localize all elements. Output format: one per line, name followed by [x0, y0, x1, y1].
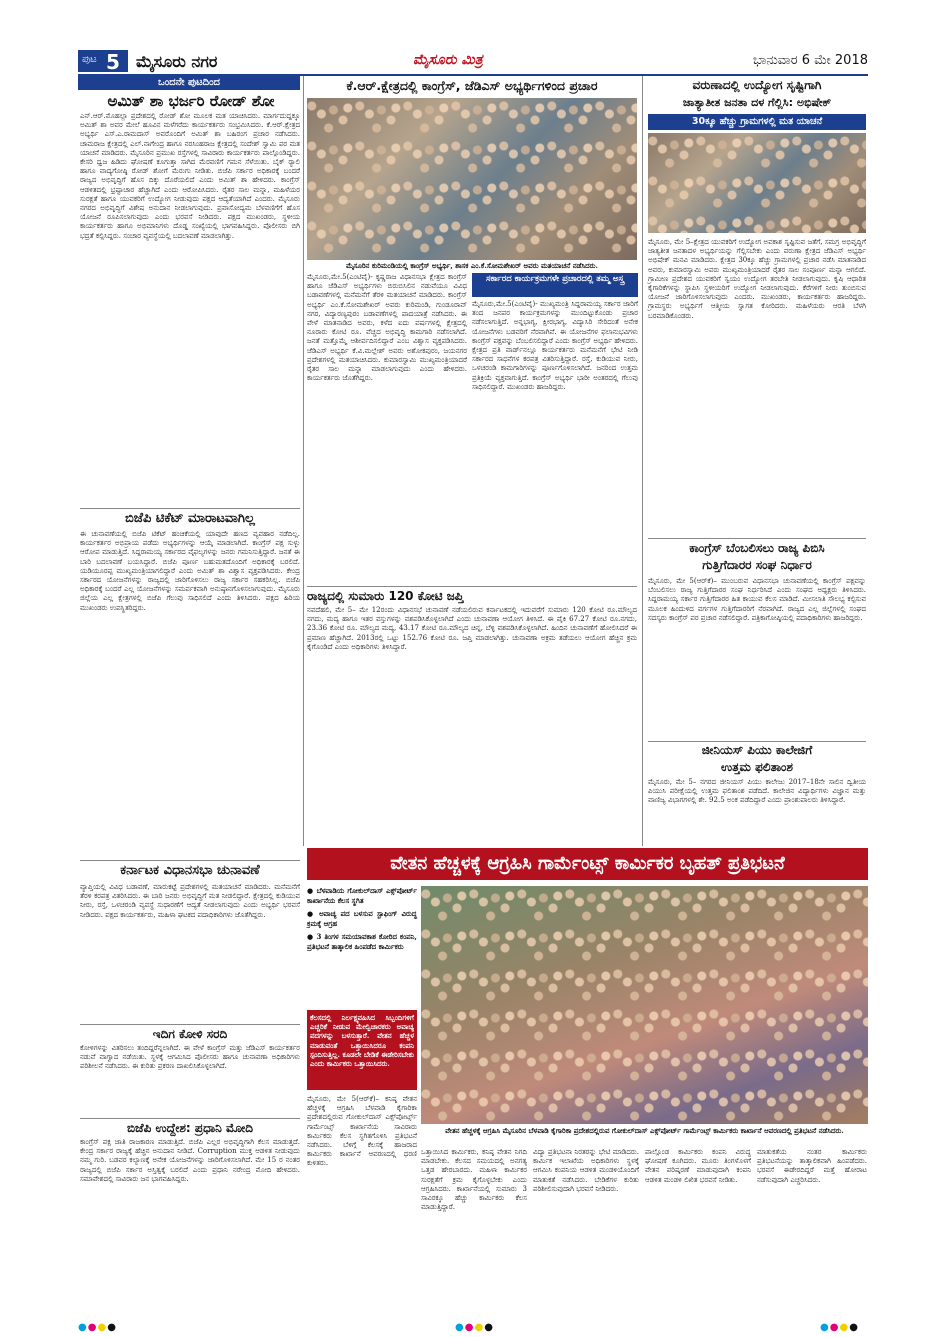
story-body: ಮೈಸೂರು, ಮೇ 5– ನಗರದ ಜೀನಿಯಸ್ ಪಿಯು ಕಾಲೇಜು 2017–18ನೇ ಸಾಲಿನ ದ್ವಿತೀಯ ಪಿಯುಸಿ ಪರೀಕ್ಷೆಯಲ್ಲಿ ಉತ್ತಮ ಫಲಿತಾಂಶ ಪಡೆದಿದೆ. ಕಾಲೇಜಿನ ವಿದ್ಯಾರ್ಥಿಗಳು ವಿಜ್ಞಾನ ಮತ್ತು ವಾಣಿಜ್ಯ ವಿಭಾಗಗಳಲ್ಲಿ ಶೇ. 92.5 ಅಂಕ ಪಡೆದಿದ್ದಾರೆ ಎಂದು ಪ್ರಾಂಶುಪಾಲರು ತಿಳಿಸಿದ್ದಾರೆ.: [648, 778, 866, 805]
story-heading: ಉತ್ತಮ ಫಲಿತಾಂಶ: [721, 760, 793, 774]
divider: [80, 860, 300, 861]
story-heading: ಬಿಜೆಪಿ ಟಿಕೆಟ್ ಮಾರಾಟವಾಗಿಲ್ಲ: [125, 511, 255, 526]
story-heading: ಕಾಂಗ್ರೆಸ್ ಬೆಂಬಲಿಸಲು ರಾಜ್ಯ ಪಿಬಿಸಿ: [689, 541, 825, 555]
photo-caption: ಮೈಸೂರಿನ ಕುರಿಮಂಡಿಯಲ್ಲಿ ಕಾಂಗ್ರೆಸ್ ಅಭ್ಯರ್ಥಿ, ಶಾಸಕ ಎಂ.ಕೆ.ಸೋಮಶೇಖರ್ ಅವರು ಮತಯಾಚನೆ ನಡೆಸಿದರು.: [346, 261, 598, 270]
red-callout: ಕೆಲಸದಲ್ಲಿ ನಿರ್ಲಕ್ಷ್ಯವಹಿಸಿದ ಸಿಬ್ಬಂದಿಗಳಿಗೆ ಎಚ್ಚರಿಕೆ ನೀಡುವ ಮೇಲ್ವಿಚಾರಕರು ಅವಾಚ್ಯ ಪದಗಳನ್ನು ಬಳಸುತ್ತಾರೆ. ವೇತನ ಹೆಚ್ಚಳ ಮಾಡುವಂತೆ ಒತ್ತಾಯಿಸಿದರೂ ಕಂಪನಿ ಸ್ಪಂದಿಸುತ್ತಿಲ್ಲ. ಕೂಡಲೇ ಬೇಡಿಕೆ ಈಡೇರಿಸಬೇಕು ಎಂದು ಕಾರ್ಮಿಕರು ಒತ್ತಾಯಿಸಿದರು.: [307, 1010, 417, 1090]
bullet-item: ● 3 ತಿಂಗಳ ಸಮಯಾವಕಾಶ ಕೋರಿದ ಕಂಪನಿ, ಪ್ರತಿಭಟನೆ ತಾತ್ಕಾಲಿಕ ಹಿಂಪಡೆದ ಕಾರ್ಮಿಕರು: [307, 932, 417, 951]
story-body: ಮೈಸೂರು, ಮೇ 5(ಆರ್‌ಕೆ)– ಮುಂಬರುವ ವಿಧಾನಸಭಾ ಚುನಾವಣೆಯಲ್ಲಿ ಕಾಂಗ್ರೆಸ್ ಪಕ್ಷವನ್ನು ಬೆಂಬಲಿಸಲು ರಾಜ್ಯ ಗುತ್ತಿಗೆದಾರರ ಸಂಘ ನಿರ್ಧರಿಸಿದೆ ಎಂದು ಸಂಘದ ಅಧ್ಯಕ್ಷರು ತಿಳಿಸಿದರು. ಸಿದ್ದರಾಮಯ್ಯ ಸರ್ಕಾರ ಗುತ್ತಿಗೆದಾರರ ಹಿತ ಕಾಯುವ ಕೆಲಸ ಮಾಡಿದೆ. ಮೀಸಲಾತಿ ಸೌಲಭ್ಯ ಕಲ್ಪಿಸುವ ಮೂಲಕ ಹಿಂದುಳಿದ ವರ್ಗಗಳ ಗುತ್ತಿಗೆದಾರರಿಗೆ ನೆರವಾಗಿದೆ. ರಾಜ್ಯದ ಎಲ್ಲ ಜಿಲ್ಲೆಗಳಲ್ಲಿ ಸಂಘದ ಸದಸ್ಯರು ಕಾಂಗ್ರೆಸ್ ಪರ ಪ್ರಚಾರ ನಡೆಸಲಿದ್ದಾರೆ. ಪತ್ರಿಕಾಗೋಷ್ಠಿಯಲ್ಲಿ ಪದಾಧಿಕಾರಿಗಳು ಹಾಜರಿದ್ದರು.: [648, 577, 866, 622]
story-body: ಮೈಸೂರು,ಮೇ.5(ಎಂಟಿವೈ)- ಕೃಷ್ಣರಾಜ ವಿಧಾನಸಭಾ ಕ್ಷೇತ್ರದ ಕಾಂಗ್ರೆಸ್ ಹಾಗೂ ಜೆಡಿಎಸ್ ಅಭ್ಯರ್ಥಿಗಳು ಬಿರುಬಿಸಿಲಿನ ನಡುವೆಯೂ ವಿವಿಧ ಬಡಾವಣೆಗಳಲ್ಲಿ ಮನೆಮನೆಗೆ ತೆರಳಿ ಮತಯಾಚನೆ ಮಾಡಿದರು. ಕಾಂಗ್ರೆಸ್ ಅಭ್ಯರ್ಥಿ ಎಂ.ಕೆ.ಸೋಮಶೇಖರ್ ಅವರು ಕುರಿಮಂಡಿ, ಗುಂಡೂರಾವ್ ನಗರ, ವಿದ್ಯಾರಣ್ಯಪುರಂ ಬಡಾವಣೆಗಳಲ್ಲಿ ಪಾದಯಾತ್ರೆ ನಡೆಸಿದರು. ಈ ವೇಳೆ ಮಾತನಾಡಿದ ಅವರು, ಕಳೆದ ಐದು ವರ್ಷಗಳಲ್ಲಿ ಕ್ಷೇತ್ರದಲ್ಲಿ ನೂರಾರು ಕೋಟಿ ರೂ. ವೆಚ್ಚದ ಅಭಿವೃದ್ಧಿ ಕಾಮಗಾರಿ ನಡೆಸಲಾಗಿದೆ. ಜನತೆ ಮತ್ತೊಮ್ಮೆ ಆಶೀರ್ವದಿಸಲಿದ್ದಾರೆ ಎಂಬ ವಿಶ್ವಾಸ ವ್ಯಕ್ತಪಡಿಸಿದರು. ಜೆಡಿಎಸ್ ಅಭ್ಯರ್ಥಿ ಕೆ.ವಿ.ಮಲ್ಲೇಶ್ ಅವರು ಅಶೋಕಪುರಂ, ಜಯನಗರ ಪ್ರದೇಶಗಳಲ್ಲಿ ಮತಯಾಚಿಸಿದರು. ಕುಮಾರಸ್ವಾಮಿ ಮುಖ್ಯಮಂತ್ರಿಯಾದರೆ ರೈತರ ಸಾಲ ಮನ್ನಾ ಮಾಡಲಾಗುವುದು ಎಂದು ಹೇಳಿದರು. ಕಾರ್ಯಕರ್ತರು ಜೊತೆಗಿದ್ದರು.: [307, 273, 467, 383]
bullet-item: ● ಅವಾಚ್ಯ ಪದ ಬಳಸುವ ಸ್ಟಾಫಿಂಗ್ ವಿರುದ್ಧ ಕ್ರಮಕ್ಕೆ ಆಗ್ರಹ: [307, 909, 417, 928]
story-body: ಎನ್.ಆರ್.ಮೊಹಲ್ಲಾ ಪ್ರದೇಶದಲ್ಲಿ ರೋಡ್ ಶೋ ಮೂಲಕ ಮತ ಯಾಚಿಸಿದರು. ಮಾರ್ಗದುದ್ದಕ್ಕೂ ಅಮಿತ್ ಶಾ ಅವರ ಮೇಲೆ ಹೂವಿನ ಮಳೆಗರೆದು ಕಾರ್ಯಕರ್ತರು ಸಂಭ್ರಮಿಸಿದರು. ಕೆ.ಆರ್.ಕ್ಷೇತ್ರದ ಅಭ್ಯರ್ಥಿ ಎಸ್.ಎ.ರಾಮದಾಸ್ ಅವರೊಂದಿಗೆ ಅಮಿತ್ ಶಾ ಬಹಿರಂಗ ಪ್ರಚಾರ ನಡೆಸಿದರು. ಚಾಮರಾಜ ಕ್ಷೇತ್ರದಲ್ಲಿ ಎಲ್.ನಾಗೇಂದ್ರ ಹಾಗೂ ನರಸಿಂಹರಾಜ ಕ್ಷೇತ್ರದಲ್ಲಿ ಸಂದೇಶ್ ಸ್ವಾಮಿ ಪರ ಮತ ಯಾಚನೆ ಮಾಡಿದರು. ಮೈಸೂರಿನ ಪ್ರಮುಖ ರಸ್ತೆಗಳಲ್ಲಿ ಸಾವಿರಾರು ಕಾರ್ಯಕರ್ತರು ಪಾಲ್ಗೊಂಡಿದ್ದರು. ಕೇಸರಿ ಧ್ವಜ ಹಿಡಿದು ಘೋಷಣೆ ಕೂಗುತ್ತಾ ಸಾಗಿದ ಮೆರವಣಿಗೆ ಗಮನ ಸೆಳೆಯಿತು. ಬೈಕ್ ರ‍್ಯಾಲಿ ಹಾಗೂ ವಾದ್ಯಗೋಷ್ಠಿ ರೋಡ್ ಶೋಗೆ ಮೆರುಗು ನೀಡಿತು. ಬಿಜೆಪಿ ಸರ್ಕಾರ ಅಧಿಕಾರಕ್ಕೆ ಬಂದರೆ ರಾಜ್ಯದ ಅಭಿವೃದ್ಧಿಗೆ ಹೊಸ ದಿಕ್ಕು ದೊರೆಯಲಿದೆ ಎಂದು ಅಮಿತ್ ಶಾ ಹೇಳಿದರು. ಕಾಂಗ್ರೆಸ್ ಆಡಳಿತದಲ್ಲಿ ಭ್ರಷ್ಟಾಚಾರ ಹೆಚ್ಚಾಗಿದೆ ಎಂದು ಆರೋಪಿಸಿದರು. ರೈತರ ಸಾಲ ಮನ್ನಾ, ಮಹಿಳೆಯರ ಸುರಕ್ಷತೆ ಹಾಗೂ ಯುವಕರಿಗೆ ಉದ್ಯೋಗ ನೀಡುವುದು ಪಕ್ಷದ ಆದ್ಯತೆಯಾಗಿದೆ ಎಂದರು. ಮೈಸೂರು ನಗರದ ಅಭಿವೃದ್ಧಿಗೆ ವಿಶೇಷ ಅನುದಾನ ನೀಡಲಾಗುವುದು. ಪ್ರವಾಸೋದ್ಯಮ ಬೆಳವಣಿಗೆಗೆ ಹೊಸ ಯೋಜನೆ ರೂಪಿಸಲಾಗುವುದು ಎಂದು ಭರವಸೆ ನೀಡಿದರು. ಪಕ್ಷದ ಮುಖಂಡರು, ಸ್ಥಳೀಯ ಕಾರ್ಯಕರ್ತರು ಹಾಗೂ ಅಭಿಮಾನಿಗಳು ದೊಡ್ಡ ಸಂಖ್ಯೆಯಲ್ಲಿ ಭಾಗವಹಿಸಿದ್ದರು. ಪೊಲೀಸರು ಬಿಗಿ ಭದ್ರತೆ ಕಲ್ಪಿಸಿದ್ದರು. ಸಂಚಾರ ವ್ಯವಸ್ಥೆಯಲ್ಲಿ ಬದಲಾವಣೆ ಮಾಡಲಾಗಿತ್ತು.: [80, 112, 300, 240]
story-body: ವಿದ್ಯಾ ಪ್ರತಿಭಟನಾ ನಿರತರನ್ನು ಭೇಟಿ ಮಾಡಿದರು. ಕಾರ್ಮಿಕ ಇಲಾಖೆಯ ಅಧಿಕಾರಿಗಳು ಸ್ಥಳಕ್ಕೆ ಆಗಮಿಸಿ ಕಂಪನಿಯ ಆಡಳಿತ ಮಂಡಳಿಯೊಂದಿಗೆ ಮಾತುಕತೆ ನಡೆಸಿದರು. ಬೇಡಿಕೆಗಳ ಕುರಿತು ಪರಿಶೀಲಿಸುವುದಾಗಿ ಭರವಸೆ ನೀಡಿದರು.: [533, 1148, 639, 1193]
divider: [648, 741, 866, 742]
photo-caption: ವೇತನ ಹೆಚ್ಚಳಕ್ಕೆ ಆಗ್ರಹಿಸಿ ಮೈಸೂರಿನ ಬೆಳವಾಡಿ ಕೈಗಾರಿಕಾ ಪ್ರದೇಶದಲ್ಲಿರುವ ಗೋಕುಲ್‌ದಾಸ್ ಎಕ್ಸ್‌ಪೋರ್ಟ್ ಗಾರ್ಮೆಂಟ್ಸ್ ಕಾರ್ಮಿಕರು ಕಾರ್ಖಾನೆ ಆವರಣದಲ್ಲಿ ಪ್ರತಿಭಟನೆ ನಡೆಸಿದರು.: [445, 1126, 844, 1135]
page-number-box: [78, 50, 128, 72]
divider: [307, 586, 637, 587]
story-heading: ಕರ್ನಾಟಕ ವಿಧಾನಸಭಾ ಚುನಾವಣೆ: [120, 863, 260, 878]
divider: [648, 538, 866, 539]
divider: [80, 508, 300, 509]
registration-marks: ●●●●: [78, 1322, 117, 1333]
registration-marks: ●●●●: [455, 1322, 494, 1333]
bullet-text: 3 ತಿಂಗಳ ಸಮಯಾವಕಾಶ ಕೋರಿದ ಕಂಪನಿ, ಪ್ರತಿಭಟನೆ ತಾತ್ಕಾಲಿಕ ಹಿಂಪಡೆದ ಕಾರ್ಮಿಕರು: [307, 932, 417, 951]
masthead: ಮೈಸೂರು ಮಿತ್ರ: [413, 52, 483, 68]
bullet-text: ಬೆಳವಾಡಿಯ ಗೋಕುಲ್‌ದಾಸ್ ಎಕ್ಸ್‌ಪೋರ್ಟ್ ಕಾರ್ಖಾನೆಯ ಕೆಲಸ ಸ್ಥಗಿತ: [307, 886, 418, 905]
story-body: ಮೈಸೂರು,ಮೇ.5(ಎಂಟಿವೈ)- ಮುಖ್ಯಮಂತ್ರಿ ಸಿದ್ದರಾಮಯ್ಯ ಸರ್ಕಾರ ಜಾರಿಗೆ ತಂದ ಜನಪರ ಕಾರ್ಯಕ್ರಮಗಳನ್ನು ಮುಂದಿಟ್ಟುಕೊಂಡು ಪ್ರಚಾರ ನಡೆಸಲಾಗುತ್ತಿದೆ. ಅನ್ನಭಾಗ್ಯ, ಕ್ಷೀರಭಾಗ್ಯ, ವಿದ್ಯಾಸಿರಿ ಸೇರಿದಂತೆ ಅನೇಕ ಯೋಜನೆಗಳು ಬಡವರಿಗೆ ನೆರವಾಗಿವೆ. ಈ ಯೋಜನೆಗಳ ಫಲಾನುಭವಿಗಳು ಕಾಂಗ್ರೆಸ್ ಪಕ್ಷವನ್ನು ಬೆಂಬಲಿಸಲಿದ್ದಾರೆ ಎಂದು ಕಾಂಗ್ರೆಸ್ ಅಭ್ಯರ್ಥಿ ಹೇಳಿದರು. ಕ್ಷೇತ್ರದ ಪ್ರತಿ ವಾರ್ಡ್‌ನಲ್ಲೂ ಕಾರ್ಯಕರ್ತರು ಮನೆಮನೆಗೆ ಭೇಟಿ ನೀಡಿ ಸರ್ಕಾರದ ಸಾಧನೆಗಳ ಕರಪತ್ರ ವಿತರಿಸುತ್ತಿದ್ದಾರೆ. ರಸ್ತೆ, ಕುಡಿಯುವ ನೀರು, ಒಳಚರಂಡಿ ಕಾಮಗಾರಿಗಳನ್ನು ಪೂರ್ಣಗೊಳಿಸಲಾಗಿದೆ. ಜನರಿಂದ ಉತ್ತಮ ಪ್ರತಿಕ್ರಿಯೆ ವ್ಯಕ್ತವಾಗುತ್ತಿದೆ. ಕಾಂಗ್ರೆಸ್ ಅಭ್ಯರ್ಥಿ ಭಾರೀ ಅಂತರದಲ್ಲಿ ಗೆಲುವು ಸಾಧಿಸಲಿದ್ದಾರೆ. ಮುಖಂಡರು ಹಾಜರಿದ್ದರು.: [472, 300, 638, 391]
bullet-item: ● ಬೆಳವಾಡಿಯ ಗೋಕುಲ್‌ದಾಸ್ ಎಕ್ಸ್‌ಪೋರ್ಟ್ ಕಾರ್ಖಾನೆಯ ಕೆಲಸ ಸ್ಥಗಿತ: [307, 886, 418, 905]
issue-date: ಭಾನುವಾರ 6 ಮೇ 2018: [752, 53, 868, 68]
bullet-text: ಅವಾಚ್ಯ ಪದ ಬಳಸುವ ಸ್ಟಾಫಿಂಗ್ ವಿರುದ್ಧ ಕ್ರಮಕ್ಕೆ ಆಗ್ರಹ: [307, 909, 417, 928]
story-body: ಒತ್ತಾಯಿಸಿದ ಕಾರ್ಮಿಕರು, ಕನಿಷ್ಠ ವೇತನ ನಿಗದಿ ಮಾಡಬೇಕು. ಕೆಲಸದ ಸಮಯದಲ್ಲಿ ಅನಗತ್ಯ ಒತ್ತಡ ಹೇರಬಾರದು. ಮಹಿಳಾ ಕಾರ್ಮಿಕರ ಸುರಕ್ಷತೆಗೆ ಕ್ರಮ ಕೈಗೊಳ್ಳಬೇಕು ಎಂದು ಆಗ್ರಹಿಸಿದರು. ಕಾರ್ಖಾನೆಯಲ್ಲಿ ಸುಮಾರು 3 ಸಾವಿರಕ್ಕೂ ಹೆಚ್ಚು ಕಾರ್ಮಿಕರು ಕೆಲಸ ಮಾಡುತ್ತಿದ್ದಾರೆ.: [421, 1148, 527, 1212]
campaign-photo: [307, 98, 637, 260]
story-heading: ಬಿಜೆಪಿ ಉದ್ದೇಶ: ಪ್ರಧಾನಿ ಮೋದಿ: [126, 1121, 254, 1135]
story-body: ಮೈಸೂರು, ಮೇ 5–ಕ್ಷೇತ್ರದ ಯುವಕರಿಗೆ ಉದ್ಯೋಗ ಅವಕಾಶ ಸೃಷ್ಟಿಸುವ ಜತೆಗೆ, ಸಮಗ್ರ ಅಭಿವೃದ್ಧಿಗೆ ಜಾತ್ಯತೀತ ಜನತಾದಳ ಅಭ್ಯರ್ಥಿಯನ್ನು ಗೆಲ್ಲಿಸಬೇಕು ಎಂದು ವರುಣಾ ಕ್ಷೇತ್ರದ ಜೆಡಿಎಸ್ ಅಭ್ಯರ್ಥಿ ಅಭಿಷೇಕ್ ಮನವಿ ಮಾಡಿದರು. ಕ್ಷೇತ್ರದ 30ಕ್ಕೂ ಹೆಚ್ಚು ಗ್ರಾಮಗಳಲ್ಲಿ ಪ್ರಚಾರ ನಡೆಸಿ ಮಾತನಾಡಿದ ಅವರು, ಕುಮಾರಸ್ವಾಮಿ ಅವರು ಮುಖ್ಯಮಂತ್ರಿಯಾದರೆ ರೈತರ ಸಾಲ ಸಂಪೂರ್ಣ ಮನ್ನಾ ಆಗಲಿದೆ. ಗ್ರಾಮೀಣ ಪ್ರದೇಶದ ಯುವಕರಿಗೆ ಸ್ವಯಂ ಉದ್ಯೋಗ ತರಬೇತಿ ನೀಡಲಾಗುವುದು. ಕೃಷಿ ಆಧಾರಿತ ಕೈಗಾರಿಕೆಗಳನ್ನು ಸ್ಥಾಪಿಸಿ ಸ್ಥಳೀಯರಿಗೆ ಉದ್ಯೋಗ ನೀಡಲಾಗುವುದು. ಕೆರೆಗಳಿಗೆ ನೀರು ತುಂಬಿಸುವ ಯೋಜನೆ ಜಾರಿಗೊಳಿಸಲಾಗುವುದು ಎಂದರು. ಮುಖಂಡರು, ಕಾರ್ಯಕರ್ತರು ಹಾಜರಿದ್ದರು. ಗ್ರಾಮಸ್ಥರು ಅಭ್ಯರ್ಥಿಗೆ ಆತ್ಮೀಯ ಸ್ವಾಗತ ಕೋರಿದರು. ಮಹಿಳೆಯರು ಆರತಿ ಬೆಳಗಿ ಬರಮಾಡಿಕೊಂಡರು.: [648, 238, 866, 320]
story-heading: ಗುತ್ತಿಗೆದಾರರ ಸಂಘ ನಿರ್ಧಾರ: [702, 558, 812, 572]
story-body: ಕಾಂಗ್ರೆಸ್ ಪಕ್ಷ ಜಾತಿ ರಾಜಕಾರಣ ಮಾಡುತ್ತಿದೆ. ಬಿಜೆಪಿ ಎಲ್ಲರ ಅಭಿವೃದ್ಧಿಗಾಗಿ ಕೆಲಸ ಮಾಡುತ್ತದೆ. ಕೇಂದ್ರ ಸರ್ಕಾರ ರಾಜ್ಯಕ್ಕೆ ಹೆಚ್ಚಿನ ಅನುದಾನ ನೀಡಿದೆ. Corruption ಮುಕ್ತ ಆಡಳಿತ ನೀಡುವುದು ನಮ್ಮ ಗುರಿ. ಬಡವರ ಕಲ್ಯಾಣಕ್ಕೆ ಅನೇಕ ಯೋಜನೆಗಳನ್ನು ಜಾರಿಗೊಳಿಸಲಾಗಿದೆ. ಮೇ 15 ರ ನಂತರ ರಾಜ್ಯದಲ್ಲಿ ಬಿಜೆಪಿ ಸರ್ಕಾರ ಅಸ್ತಿತ್ವಕ್ಕೆ ಬರಲಿದೆ ಎಂದು ಪ್ರಧಾನಿ ನರೇಂದ್ರ ಮೋದಿ ಹೇಳಿದರು. ಸಮಾವೇಶದಲ್ಲಿ ಸಾವಿರಾರು ಜನ ಭಾಗವಹಿಸಿದ್ದರು.: [80, 1138, 300, 1183]
story-body: ಪಾಲ್ಗೊಂಡ ಕಾರ್ಮಿಕರು ಕಂಪನಿ ವಿರುದ್ಧ ಘೋಷಣೆ ಕೂಗಿದರು. ಮೂರು ತಿಂಗಳೊಳಗೆ ವೇತನ ಪರಿಷ್ಕರಣೆ ಮಾಡುವುದಾಗಿ ಕಂಪನಿ ಆಡಳಿತ ಮಂಡಳಿ ಲಿಖಿತ ಭರವಸೆ ನೀಡಿತು.: [645, 1148, 751, 1184]
divider: [80, 1118, 300, 1119]
bullet-list: [307, 886, 417, 952]
section-title: ಮೈಸೂರು ನಗರ: [136, 52, 218, 71]
story-heading: ಜಾತ್ಯಾತೀತ ಜನತಾ ದಳ ಗೆಲ್ಲಿಸಿ: ಅಭಿಷೇಕ್: [682, 96, 832, 109]
column-rule: [303, 76, 304, 846]
story-heading: ಜೀನಿಯಸ್ ಪಿಯು ಕಾಲೇಜಿಗೆ: [701, 743, 813, 757]
page-number: 5: [106, 50, 120, 74]
protest-photo: [421, 886, 868, 1124]
lead-heading: ಕೆ.ಆರ್.ಕ್ಷೇತ್ರದಲ್ಲಿ ಕಾಂಗ್ರೆಸ್, ಜೆಡಿಎಸ್ ಅಭ್ಯರ್ಥಿಗಳಿಂದ ಪ್ರಚಾರ: [346, 78, 598, 93]
story-body: ಮೈಸೂರು, ಮೇ 5(ಆರ್‌ಕೆ)– ಕನಿಷ್ಠ ವೇತನ ಹೆಚ್ಚಳಕ್ಕೆ ಆಗ್ರಹಿಸಿ ಬೆಳವಾಡಿ ಕೈಗಾರಿಕಾ ಪ್ರದೇಶದಲ್ಲಿರುವ ಗೋಕುಲ್‌ದಾಸ್ ಎಕ್ಸ್‌ಪೋರ್ಟ್ಸ್ ಗಾರ್ಮೆಂಟ್ಸ್ ಕಾರ್ಖಾನೆಯ ಸಾವಿರಾರು ಕಾರ್ಮಿಕರು ಕೆಲಸ ಸ್ಥಗಿತಗೊಳಿಸಿ ಪ್ರತಿಭಟನೆ ನಡೆಸಿದರು. ಬೆಳಿಗ್ಗೆ ಕೆಲಸಕ್ಕೆ ಹಾಜರಾದ ಕಾರ್ಮಿಕರು ಕಾರ್ಖಾನೆ ಆವರಣದಲ್ಲಿ ಧರಣಿ ಕುಳಿತರು.: [307, 1095, 417, 1168]
story-body: ಕೋಳಿಗಳನ್ನು ವಿತರಿಸಲು ತಂದಿದ್ದರೆನ್ನಲಾಗಿದೆ. ಈ ವೇಳೆ ಕಾಂಗ್ರೆಸ್ ಮತ್ತು ಜೆಡಿಎಸ್ ಕಾರ್ಯಕರ್ತರ ನಡುವೆ ವಾಗ್ವಾದ ನಡೆಯಿತು. ಸ್ಥಳಕ್ಕೆ ಆಗಮಿಸಿದ ಪೊಲೀಸರು ಹಾಗೂ ಚುನಾವಣಾ ಅಧಿಕಾರಿಗಳು ಪರಿಶೀಲನೆ ನಡೆಸಿದರು. ಈ ಕುರಿತು ಪ್ರಕರಣ ದಾಖಲಿಸಿಕೊಳ್ಳಲಾಗಿದೆ.: [80, 1044, 300, 1071]
candidate-photo: [648, 133, 866, 233]
protest-headline: ವೇತನ ಹೆಚ್ಚಳಕ್ಕೆ ಆಗ್ರಹಿಸಿ ಗಾರ್ಮೆಂಟ್ಸ್ ಕಾರ್ಮಿಕರ ಬೃಹತ್ ಪ್ರತಿಭಟನೆ: [307, 848, 868, 880]
story-body: ವ್ಯಾಪ್ತಿಯಲ್ಲಿ ವಿವಿಧ ಬಡಾವಣೆ, ಮಾರುಕಟ್ಟೆ ಪ್ರದೇಶಗಳಲ್ಲಿ ಮತಯಾಚನೆ ಮಾಡಿದರು. ಮನೆಮನೆಗೆ ತೆರಳಿ ಕರಪತ್ರ ವಿತರಿಸಿದರು. ಈ ಬಾರಿ ಜನರು ಅಭಿವೃದ್ಧಿಗೆ ಮತ ನೀಡಲಿದ್ದಾರೆ. ಕ್ಷೇತ್ರದಲ್ಲಿ ಕುಡಿಯುವ ನೀರು, ರಸ್ತೆ, ಒಳಚರಂಡಿ ವ್ಯವಸ್ಥೆ ಸುಧಾರಣೆಗೆ ಆದ್ಯತೆ ನೀಡಲಾಗುವುದು ಎಂದು ಅಭ್ಯರ್ಥಿ ಭರವಸೆ ನೀಡಿದರು. ಪಕ್ಷದ ಕಾರ್ಯಕರ್ತರು, ಮಹಿಳಾ ಘಟಕದ ಪದಾಧಿಕಾರಿಗಳು ಜೊತೆಗಿದ್ದರು.: [80, 883, 300, 919]
story-heading: ರಾಜ್ಯದಲ್ಲಿ ಸುಮಾರು 120 ಕೋಟಿ ಜಪ್ತಿ: [307, 589, 464, 603]
story-heading: ಅಮಿತ್ ಶಾ ಭರ್ಜರಿ ರೋಡ್ ಶೋ: [107, 92, 275, 110]
page-header: [78, 50, 868, 74]
story-body: ಮಾತುಕತೆಯ ನಂತರ ಕಾರ್ಮಿಕರು ಪ್ರತಿಭಟನೆಯನ್ನು ತಾತ್ಕಾಲಿಕವಾಗಿ ಹಿಂಪಡೆದರು. ಭರವಸೆ ಈಡೇರದಿದ್ದರೆ ಮತ್ತೆ ಹೋರಾಟ ನಡೆಸುವುದಾಗಿ ಎಚ್ಚರಿಸಿದರು.: [757, 1148, 867, 1184]
story-body: ನವದೆಹಲಿ, ಮೇ 5– ಮೇ 12ರಂದು ವಿಧಾನಸಭೆ ಚುನಾವಣೆ ನಡೆಯಲಿರುವ ಕರ್ನಾಟಕದಲ್ಲಿ ಇದುವರೆಗೆ ಸುಮಾರು 120 ಕೋಟಿ ರೂ.ಮೌಲ್ಯದ ನಗದು, ಮದ್ಯ ಹಾಗೂ ಇತರ ವಸ್ತುಗಳನ್ನು ವಶಪಡಿಸಿಕೊಳ್ಳಲಾಗಿದೆ ಎಂದು ಚುನಾವಣಾ ಆಯೋಗ ತಿಳಿಸಿದೆ. ಈ ಪೈಕಿ 67.27 ಕೋಟಿ ರೂ.ನಗದು, 23.36 ಕೋಟಿ ರೂ. ಮೌಲ್ಯದ ಮದ್ಯ, 43.17 ಕೋಟಿ ರೂ.ಮೌಲ್ಯದ ಚಿನ್ನ, ಬೆಳ್ಳಿ ವಶಪಡಿಸಿಕೊಳ್ಳಲಾಗಿದೆ. ಹಿಂದಿನ ಚುನಾವಣೆಗೆ ಹೋಲಿಸಿದರೆ ಈ ಪ್ರಮಾಣ ಹೆಚ್ಚಾಗಿದೆ. 2013ರಲ್ಲಿ ಒಟ್ಟು 152.76 ಕೋಟಿ ರೂ. ಜಪ್ತಿ ಮಾಡಲಾಗಿತ್ತು. ಚುನಾವಣಾ ಅಕ್ರಮ ತಡೆಯಲು ಆಯೋಗ ಹೆಚ್ಚಿನ ಕ್ರಮ ಕೈಗೊಂಡಿದೆ ಎಂದು ಅಧಿಕಾರಿಗಳು ತಿಳಿಸಿದ್ದಾರೆ.: [307, 606, 637, 651]
continued-band: ಒಂದನೇ ಪುಟದಿಂದ: [78, 76, 300, 90]
sub-band: ಸರ್ಕಾರದ ಕಾರ್ಯಕ್ರಮಗಳೇ ಪ್ರಚಾರದಲ್ಲಿ ತಮ್ಮ ಅಸ್ತ್ರ: [472, 273, 638, 297]
registration-marks: ●●●●: [820, 1322, 859, 1333]
page-label: ಪುಟ: [82, 54, 97, 65]
sub-band: 30ಕ್ಕೂ ಹೆಚ್ಚು ಗ್ರಾಮಗಳಲ್ಲಿ ಮತ ಯಾಚನೆ: [648, 114, 866, 130]
divider: [80, 1024, 300, 1025]
story-heading: ಇದಿಗ ಕೋಳಿ ಸರದಿ: [152, 1027, 228, 1041]
story-body: ಈ ಚುನಾವಣೆಯಲ್ಲಿ ಬಿಜೆಪಿ ಟಿಕೆಟ್ ಹಂಚಿಕೆಯಲ್ಲಿ ಯಾವುದೇ ಹಣದ ವ್ಯವಹಾರ ನಡೆದಿಲ್ಲ. ಕಾರ್ಯಕರ್ತರ ಅಭಿಪ್ರಾಯ ಪಡೆದು ಅಭ್ಯರ್ಥಿಗಳನ್ನು ಆಯ್ಕೆ ಮಾಡಲಾಗಿದೆ. ಕಾಂಗ್ರೆಸ್ ಪಕ್ಷ ಸುಳ್ಳು ಆರೋಪ ಮಾಡುತ್ತಿದೆ. ಸಿದ್ದರಾಮಯ್ಯ ಸರ್ಕಾರದ ವೈಫಲ್ಯಗಳನ್ನು ಜನರು ಗಮನಿಸುತ್ತಿದ್ದಾರೆ. ಜನತೆ ಈ ಬಾರಿ ಬದಲಾವಣೆ ಬಯಸಿದ್ದಾರೆ. ಬಿಜೆಪಿ ಪೂರ್ಣ ಬಹುಮತದೊಂದಿಗೆ ಅಧಿಕಾರಕ್ಕೆ ಬರಲಿದೆ. ಯಡಿಯೂರಪ್ಪ ಮುಖ್ಯಮಂತ್ರಿಯಾಗಲಿದ್ದಾರೆ ಎಂದು ಅಮಿತ್ ಶಾ ವಿಶ್ವಾಸ ವ್ಯಕ್ತಪಡಿಸಿದರು. ಕೇಂದ್ರ ಸರ್ಕಾರದ ಯೋಜನೆಗಳನ್ನು ರಾಜ್ಯದಲ್ಲಿ ಜಾರಿಗೊಳಿಸಲು ರಾಜ್ಯ ಸರ್ಕಾರ ಸಹಕರಿಸಿಲ್ಲ. ಬಿಜೆಪಿ ಅಧಿಕಾರಕ್ಕೆ ಬಂದರೆ ಎಲ್ಲ ಯೋಜನೆಗಳನ್ನು ಸಮರ್ಪಕವಾಗಿ ಅನುಷ್ಠಾನಗೊಳಿಸಲಾಗುವುದು. ಮೈಸೂರು ಜಿಲ್ಲೆಯ ಎಲ್ಲ ಕ್ಷೇತ್ರಗಳಲ್ಲಿ ಬಿಜೆಪಿ ಗೆಲುವು ಸಾಧಿಸಲಿದೆ ಎಂದು ತಿಳಿಸಿದರು. ಪಕ್ಷದ ಹಿರಿಯ ಮುಖಂಡರು ಉಪಸ್ಥಿತರಿದ್ದರು.: [80, 530, 300, 612]
column-rule: [642, 76, 643, 846]
story-heading: ವರುಣಾದಲ್ಲಿ ಉದ್ಯೋಗ ಸೃಷ್ಟಿಗಾಗಿ: [692, 78, 822, 92]
